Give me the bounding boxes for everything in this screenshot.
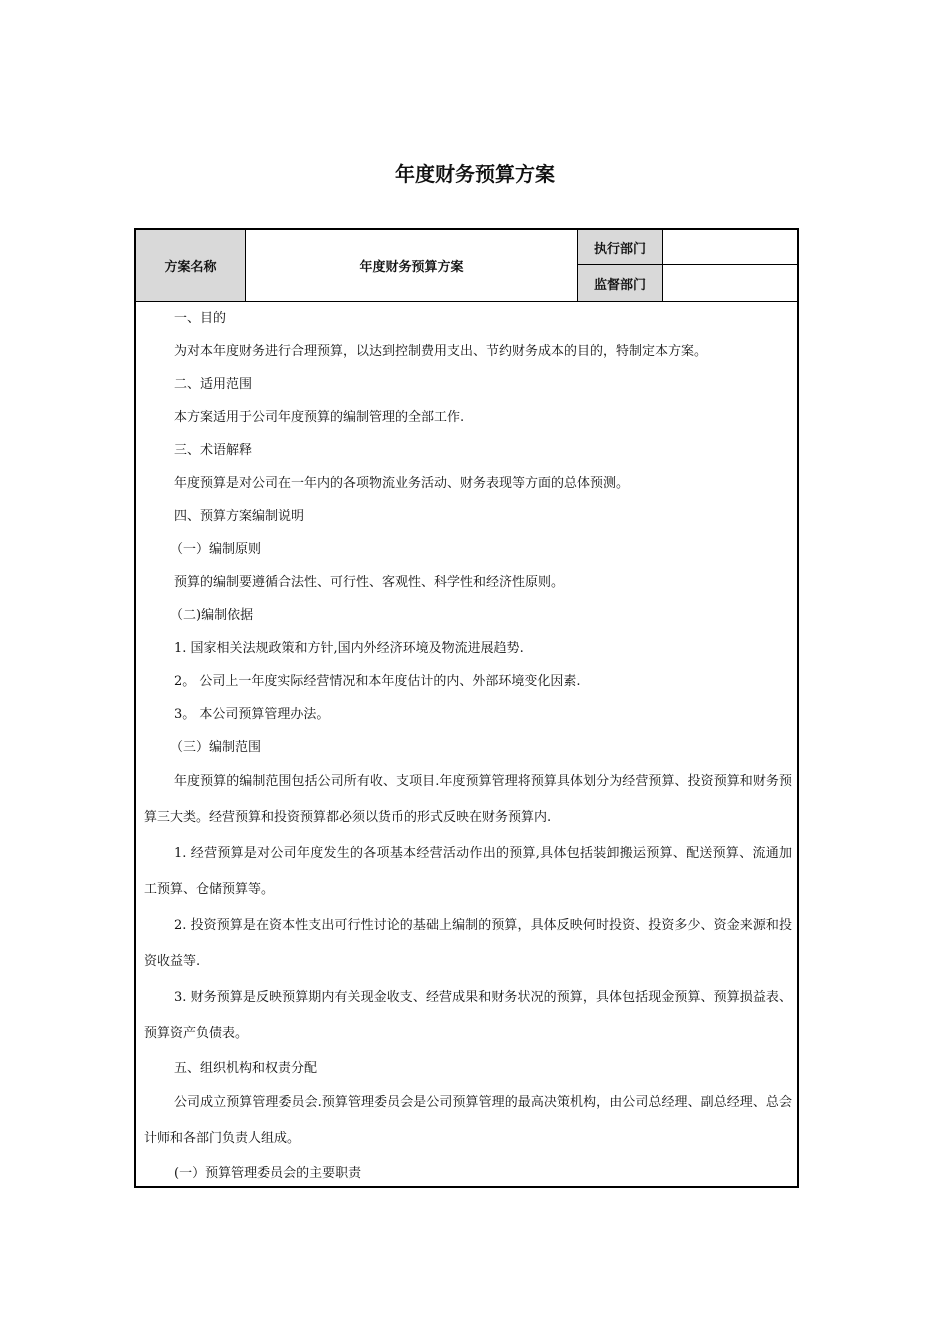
paragraph: 公司成立预算管理委员会.预算管理委员会是公司预算管理的最高决策机构，由公司总经理、副总经理、总会计师和各部门负责人组成。 <box>144 1095 792 1146</box>
list-item: 3。 本公司预算管理办法。 <box>174 707 330 722</box>
list-item: 1. 经营预算是对公司年度发生的各项基本经营活动作出的预算,具体包括装卸搬运预算、配送预算、流通加工预算、仓储预算等。 <box>144 846 792 897</box>
exec-dept-value <box>663 230 797 265</box>
subsection-heading: （三）编制范围 <box>170 740 262 755</box>
section-heading: 三、术语解释 <box>174 443 253 458</box>
supervise-dept-value <box>663 265 797 301</box>
page-title: 年度财务预算方案 <box>395 162 555 186</box>
list-item: 2。 公司上一年度实际经营情况和本年度估计的内、外部环境变化因素. <box>174 674 581 689</box>
section-heading: 四、预算方案编制说明 <box>174 509 305 524</box>
plan-name-value: 年度财务预算方案 <box>246 230 578 301</box>
paragraph: 年度预算的编制范围包括公司所有收、支项目.年度预算管理将预算具体划分为经营预算、投资预算和财务预算三大类。经营预算和投资预算都必须以货币的形式反映在财务预算内. <box>144 774 792 825</box>
plan-body <box>144 302 792 1190</box>
exec-dept-label: 执行部门 <box>578 230 663 265</box>
subsection-heading: （一）编制原则 <box>170 542 262 557</box>
paragraph: 预算的编制要遵循合法性、可行性、客观性、科学性和经济性原则。 <box>174 575 565 590</box>
paragraph: 本方案适用于公司年度预算的编制管理的全部工作. <box>174 410 465 425</box>
plan-table <box>134 228 799 1188</box>
list-item: 1. 国家相关法规政策和方针,国内外经济环境及物流进展趋势. <box>174 641 524 656</box>
section-heading: 五、组织机构和权责分配 <box>174 1061 318 1076</box>
section-heading: 一、目的 <box>174 311 227 326</box>
paragraph: 为对本年度财务进行合理预算，以达到控制费用支出、节约财务成本的目的，特制定本方案。 <box>174 344 708 359</box>
plan-name-label: 方案名称 <box>136 230 246 301</box>
subsection-heading: (一）预算管理委员会的主要职责 <box>174 1166 362 1181</box>
paragraph: 年度预算是对公司在一年内的各项物流业务活动、财务表现等方面的总体预测。 <box>174 476 630 491</box>
supervise-dept-label: 监督部门 <box>578 265 663 301</box>
section-heading: 二、适用范围 <box>174 377 253 392</box>
list-item: 3. 财务预算是反映预算期内有关现金收支、经营成果和财务状况的预算，具体包括现金预算、预算损益表、预算资产负债表。 <box>144 990 792 1041</box>
subsection-heading: （二)编制依据 <box>170 608 254 623</box>
list-item: 2. 投资预算是在资本性支出可行性讨论的基础上编制的预算，具体反映何时投资、投资多少、资金来源和投资收益等. <box>144 918 792 969</box>
